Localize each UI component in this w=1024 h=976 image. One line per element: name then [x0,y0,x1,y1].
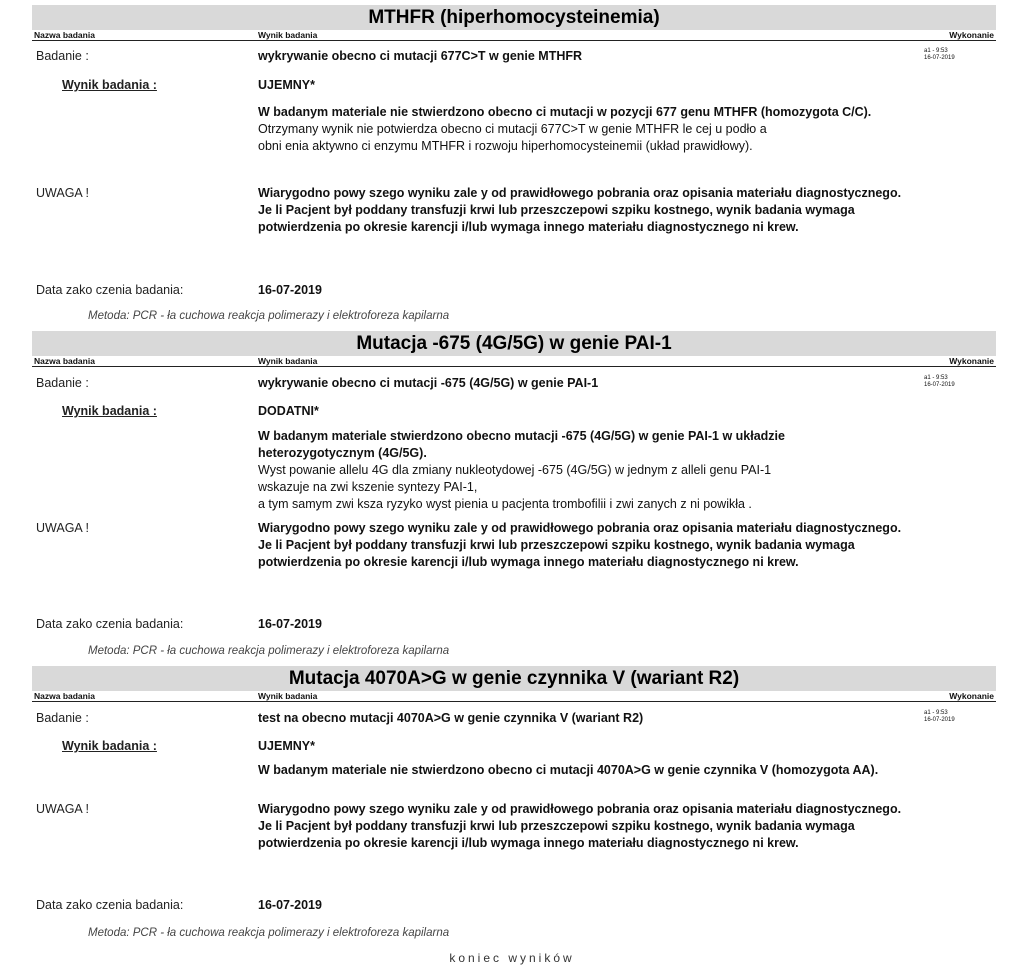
warning-label: UWAGA ! [36,802,90,816]
warning-line: Wiarygodno powy szego wyniku zale y od prawidłowego pobrania oraz opisania materiału diagnostycznego. [258,186,902,200]
description-bold: W badanym materiale nie stwierdzono obecno ci mutacji 4070A>G w genie czynnika V (homozygota AA). [258,763,879,777]
result-value: DODATNI* [258,404,319,418]
description-line: Wyst powanie allelu 4G dla zmiany nukleotydowej -675 (4G/5G) w jednym z alleli genu PAI-1 [258,463,772,477]
method-note: Metoda: PCR - ła cuchowa reakcja polimerazy i elektroforeza kapilarna [88,310,450,322]
exec-info [924,375,964,389]
col-exec-header: Wykonanie [949,30,994,40]
result-label: Wynik badania : [62,78,157,92]
date-label: Data zako czenia badania: [36,283,184,297]
exec-date: 16-07-2019 [924,382,955,388]
column-header [32,30,996,41]
description-line: Otrzymany wynik nie potwierdza obecno ci mutacji 677C>T w genie MTHFR le cej u podło a [258,122,767,136]
warning-label: UWAGA ! [36,186,90,200]
description [258,104,878,155]
description-bold: W badanym materiale nie stwierdzono obecno ci mutacji w pozycji 677 genu MTHFR (homozygota C/C). [258,105,872,119]
exec-info [924,710,964,724]
date-value: 16-07-2019 [258,617,322,631]
description-line: wskazuje na zwi kszenie syntezy PAI-1, [258,480,478,494]
column-header [32,691,996,702]
warning-line: Wiarygodno powy szego wyniku zale y od prawidłowego pobrania oraz opisania materiału diagnostycznego. [258,802,902,816]
method-note: Metoda: PCR - ła cuchowa reakcja polimerazy i elektroforeza kapilarna [88,927,450,939]
date-label: Data zako czenia badania: [36,617,184,631]
section-title: Mutacja 4070A>G w genie czynnika V (wariant R2) [32,666,996,691]
exec-time: a1 - 9:53 [924,710,948,716]
warning-text [258,520,918,571]
result-label: Wynik badania : [62,404,157,418]
test-value: wykrywanie obecno ci mutacji -675 (4G/5G) w genie PAI-1 [258,376,599,390]
date-label: Data zako czenia badania: [36,898,184,912]
warning-line: Je li Pacjent był poddany transfuzji krwi lub przeszczepowi szpiku kostnego, wynik badania wymaga potwierdzenia po okresie karencji i/lub wymaga innego materiału diagnostycznego ni krew. [258,203,855,234]
warning-text [258,801,918,852]
description-bold: W badanym materiale stwierdzono obecno mutacji -675 (4G/5G) w genie PAI-1 w układzie heterozygotycznym (4G/5G). [258,429,785,460]
col-exec-header: Wykonanie [949,691,994,701]
section-pai1 [32,331,996,367]
exec-time: a1 - 9:53 [924,375,948,381]
result-value: UJEMNY* [258,78,315,92]
col-result-header: Wynik badania [258,691,318,701]
column-header [32,356,996,367]
description-line: a tym samym zwi ksza ryzyko wyst pienia u pacjenta trombofilii i zwi zanych z ni powikła . [258,497,752,511]
exec-date: 16-07-2019 [924,717,955,723]
exec-info [924,48,964,62]
warning-line: Wiarygodno powy szego wyniku zale y od prawidłowego pobrania oraz opisania materiału diagnostycznego. [258,521,902,535]
col-result-header: Wynik badania [258,30,318,40]
end-of-results: koniec wyników [449,951,575,965]
section-title: Mutacja -675 (4G/5G) w genie PAI-1 [32,331,996,356]
col-name-header: Nazwa badania [34,30,95,40]
result-value: UJEMNY* [258,739,315,753]
method-note: Metoda: PCR - ła cuchowa reakcja polimerazy i elektroforeza kapilarna [88,645,450,657]
test-value: test na obecno mutacji 4070A>G w genie czynnika V (wariant R2) [258,711,644,725]
warning-text [258,185,918,236]
col-exec-header: Wykonanie [949,356,994,366]
section-factor-v [32,666,996,702]
result-label: Wynik badania : [62,739,157,753]
date-value: 16-07-2019 [258,898,322,912]
test-value: wykrywanie obecno ci mutacji 677C>T w genie MTHFR [258,49,583,63]
date-value: 16-07-2019 [258,283,322,297]
warning-line: Je li Pacjent był poddany transfuzji krwi lub przeszczepowi szpiku kostnego, wynik badania wymaga potwierdzenia po okresie karencji i/lub wymaga innego materiału diagnostycznego ni krew. [258,538,855,569]
warning-label: UWAGA ! [36,521,90,535]
section-title: MTHFR (hiperhomocysteinemia) [32,5,996,30]
col-name-header: Nazwa badania [34,691,95,701]
description-line: obni enia aktywno ci enzymu MTHFR i rozwoju hiperhomocysteinemii (układ prawidłowy). [258,139,753,153]
test-label: Badanie : [36,49,89,63]
exec-date: 16-07-2019 [924,55,955,61]
exec-time: a1 - 9:53 [924,48,948,54]
col-name-header: Nazwa badania [34,356,95,366]
description [258,762,898,779]
test-label: Badanie : [36,711,89,725]
test-label: Badanie : [36,376,89,390]
col-result-header: Wynik badania [258,356,318,366]
warning-line: Je li Pacjent był poddany transfuzji krwi lub przeszczepowi szpiku kostnego, wynik badania wymaga potwierdzenia po okresie karencji i/lub wymaga innego materiału diagnostycznego ni krew. [258,819,855,850]
description [258,428,898,513]
section-mthfr [32,5,996,41]
